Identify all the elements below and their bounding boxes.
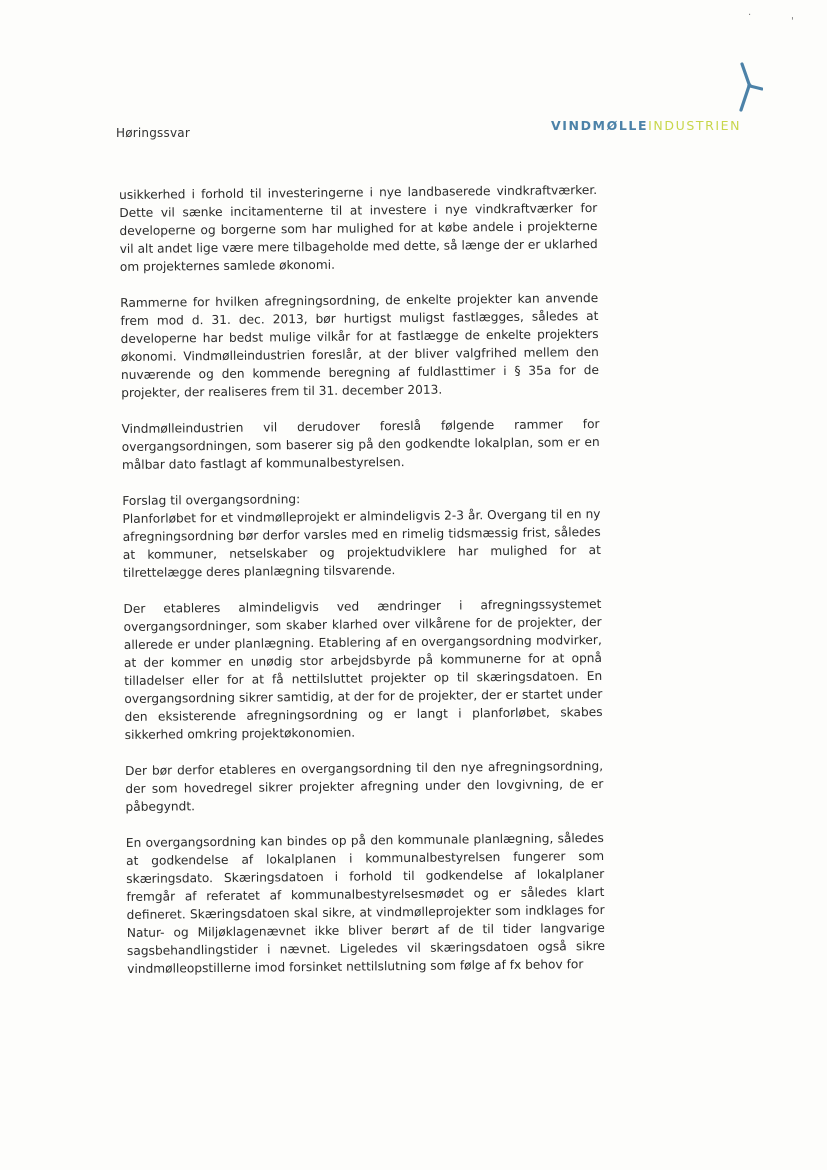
wind-turbine-icon xyxy=(735,62,763,114)
company-logo-wordmark xyxy=(551,118,741,133)
scan-speck: · xyxy=(748,10,752,21)
company-logo xyxy=(548,60,763,140)
section-heading: Forslag til overgangsordning: xyxy=(122,492,301,508)
body-paragraph: En overgangsordning kan bindes op på den kommunale planlægning, således at godkendelse af lokalplanen i kommunalbestyrelsen fungerer som skæringsdato. Skæringsdatoen i forhold til godkendelse af lokalplaner fremgår af referatet af kommunalbestyrelsesmødet og er således klart defineret. Skæringsdatoen skal sikre, at vindmølleprojekter som indklages for Natur- og Miljøklagenævnet ikke bliver berørt af de til tider langvarige sagsbehandlingstider i nævnet. Ligeledes vil skæringsdatoen også sikre vindmølleopstillerne imod forsinket nettilslutning som følge af fx behov for xyxy=(125,830,606,976)
body-paragraph: Der bør derfor etableres en overgangsordning til den nye afregningsordning, der som hovedregel sikrer projekter afregning under den lovgivning, de er påbegyndt. xyxy=(125,758,604,814)
scan-speck: ' xyxy=(791,16,794,27)
body-paragraph: Planforløbet for et vindmølleprojekt er almindeligvis 2-3 år. Overgang til en ny afregningsordning bør derfor varsles med en rimelig tidsmæssig frist, således at kommuner, netselskaber og projektudviklere har mulighed for at tilrettelægge deres planlægning tilsvarende. xyxy=(122,506,601,580)
logo-wordmark-part2: INDUSTRIEN xyxy=(648,118,742,133)
document-body xyxy=(119,181,605,996)
logo-wordmark-part1: VINDMØLLE xyxy=(551,118,649,133)
body-paragraph: usikkerhed i forhold til investeringerne i nye landbaserede vindkraftværker. Dette vil sænke incitamenterne til at investere i nye vindkraftværker for developerne og borgerne som har mulighed for at købe andele i projekterne vil alt andet lige være mere tilbageholde med dette, så længe der er uklarhed om projekternes samlede økonomi. xyxy=(119,182,598,274)
body-paragraph: Rammerne for hvilken afregningsordning, de enkelte projekter kan anvende frem mod d. 31. dec. 2013, bør hurtigst muligst fastlægges, således at developerne har bedst mulige vilkår for at fastlægge de enkelte projekters økonomi. Vindmølleindustrien foreslår, at der bliver valgfrihed mellem den nuværende og den kommende beregning af fuldlasttimer i § 35a for de projekter, der realiseres frem til 31. december 2013. xyxy=(120,290,600,400)
document-type-label: Høringssvar xyxy=(116,126,190,140)
body-paragraph: Vindmølleindustrien vil derudover foreslå følgende rammer for overgangsordningen, som baserer sig på den godkendte lokalplan, som er en målbar dato fastlagt af kommunalbestyrelsen. xyxy=(121,416,600,472)
body-paragraph: Der etableres almindeligvis ved ændringer i afregningssystemet overgangsordninger, som skaber klarhed over vilkårene for de projekter, der allerede er under planlægning. Etablering af en overgangsordning modvirker, at der kommer en unødig stor arbejdsbyrde på kommunerne for at opnå tilladelser eller for at få nettilsluttet projekter op til skæringsdatoen. En overgangsordning sikrer samtidig, at der for de projekter, der er startet under den eksisterende afregningsordning og er langt i planforløbet, skabes sikkerhed omkring projektøkonomien. xyxy=(123,596,603,742)
